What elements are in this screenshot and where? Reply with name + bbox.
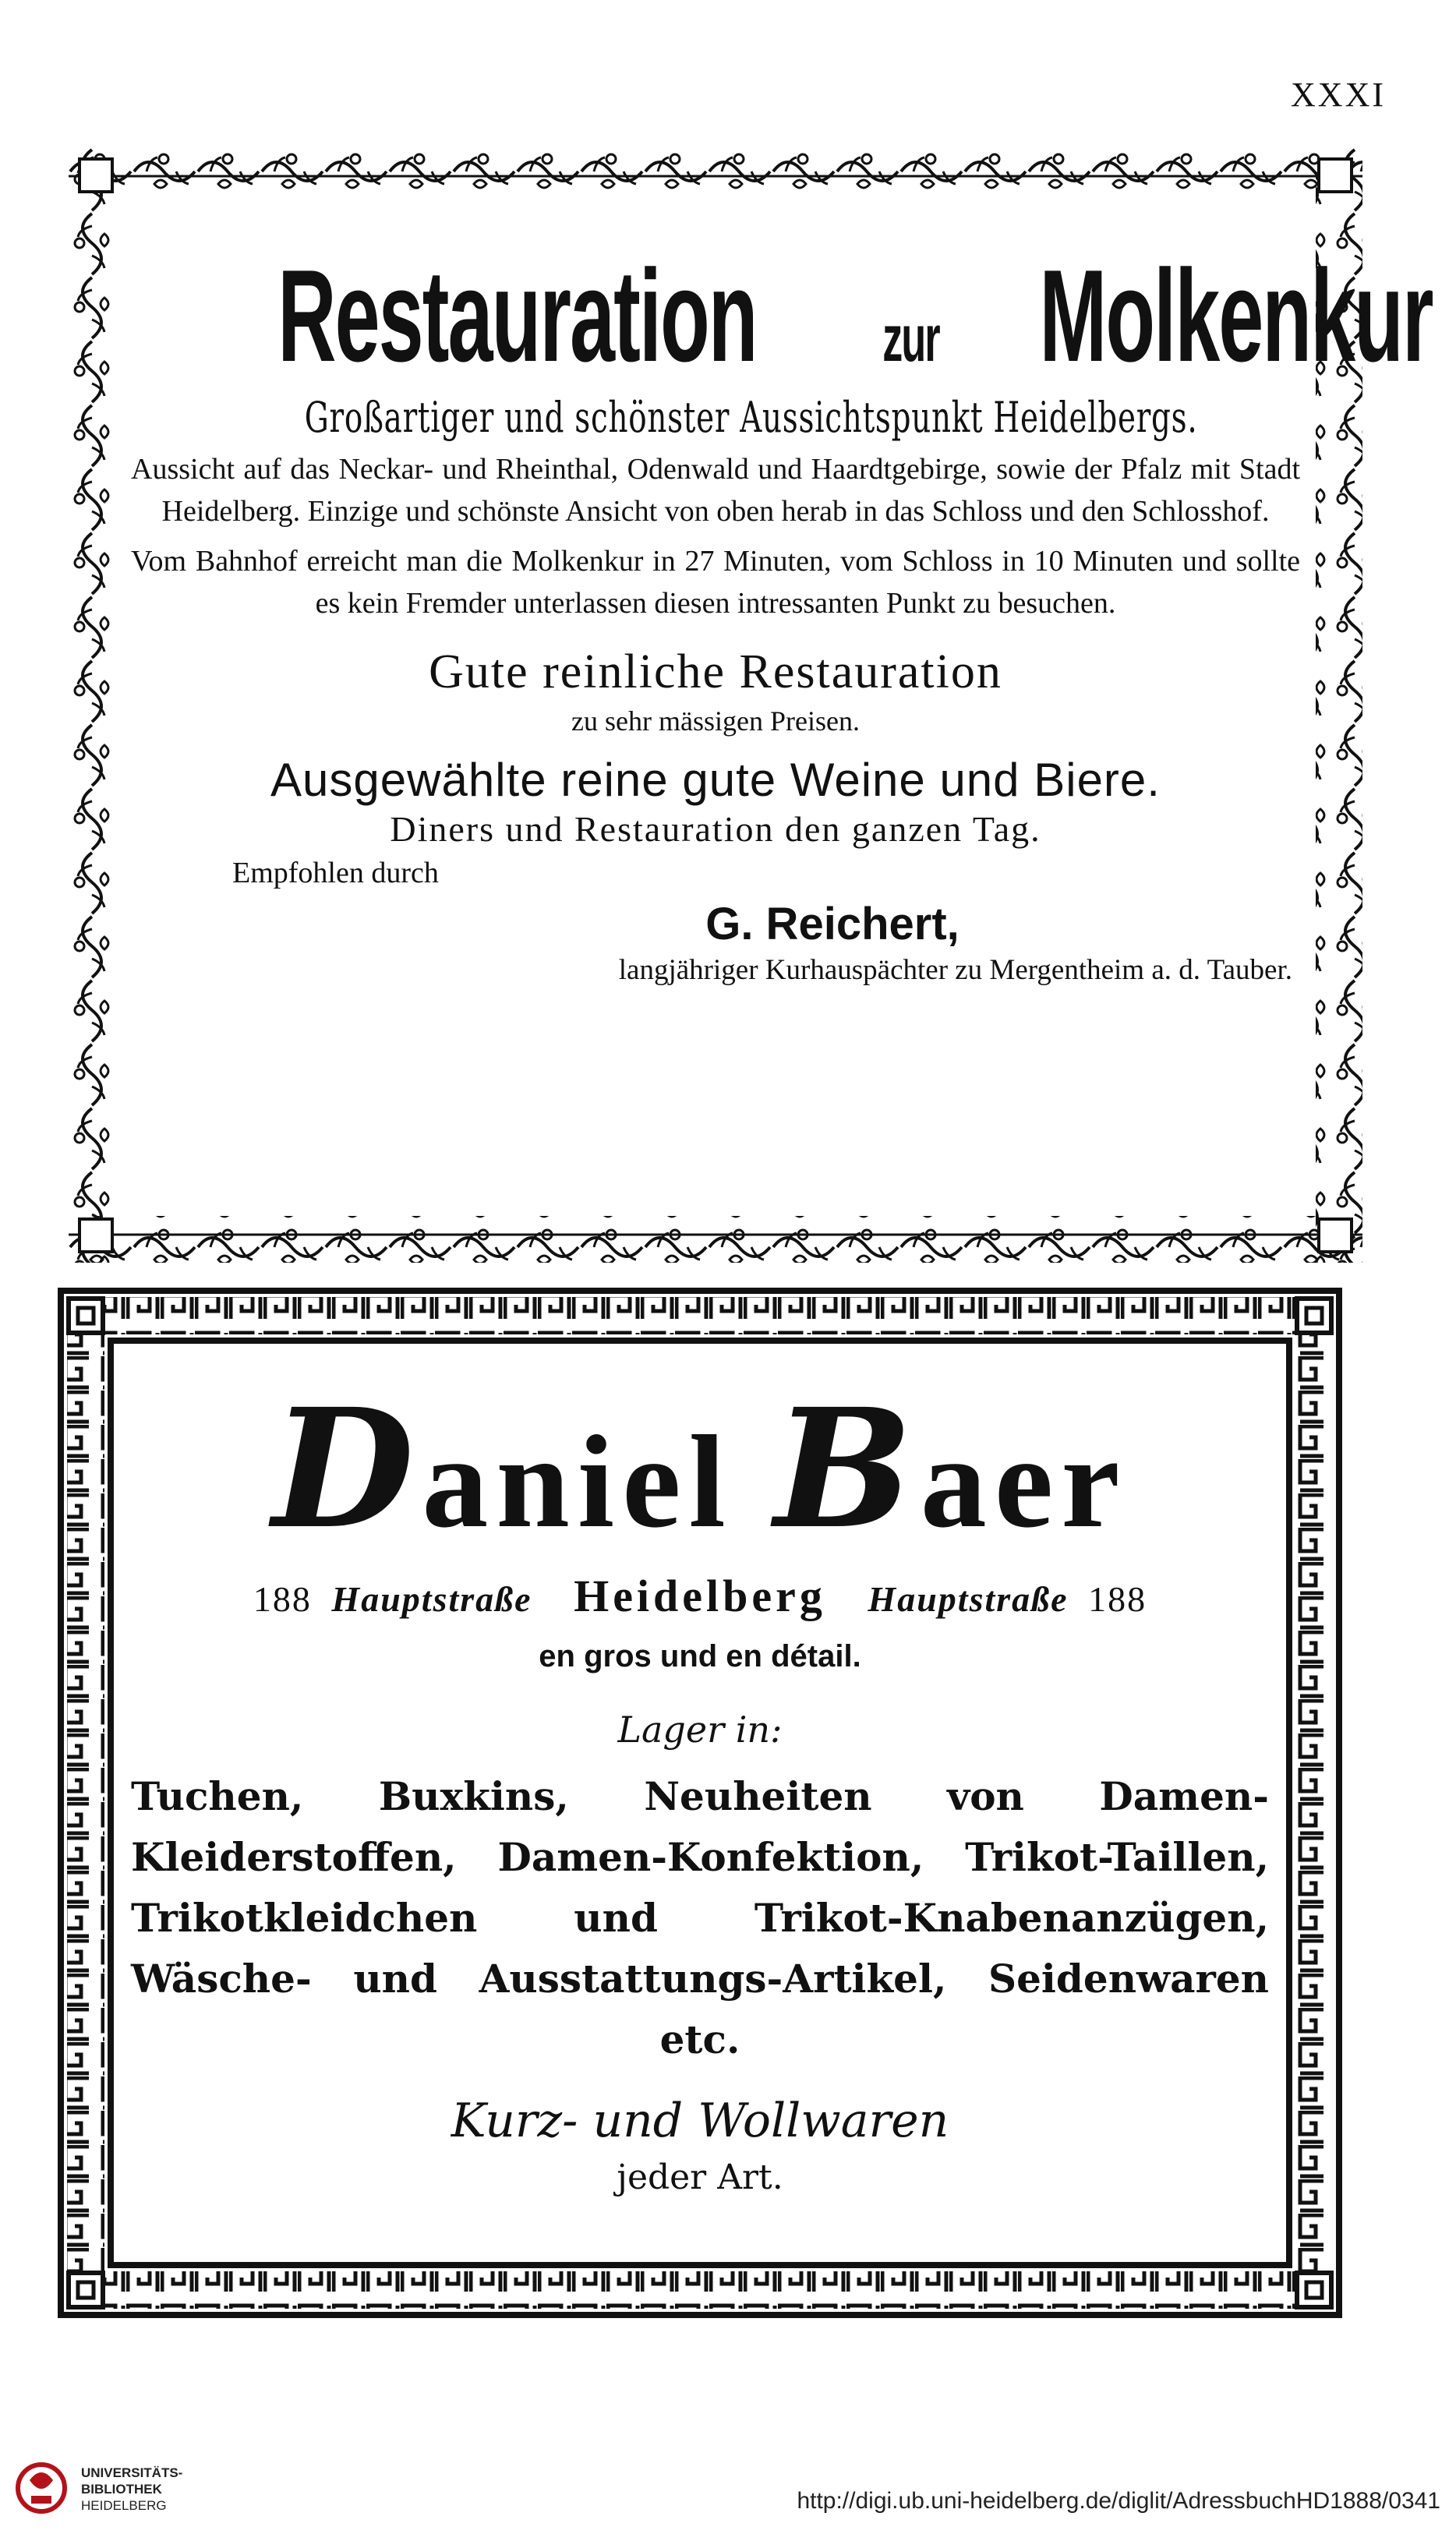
company-name — [120, 1373, 1280, 1565]
title-restauration: Restauration — [277, 242, 757, 389]
prices-line: zu sehr mässigen Preisen. — [571, 705, 860, 737]
library-logo-icon — [14, 2457, 69, 2519]
house-number-left: 188 — [253, 1579, 312, 1619]
library-name-line1: UNIVERSITÄTS- — [81, 2465, 183, 2480]
street-left: Hauptstraße — [331, 1579, 532, 1619]
wines-line: Ausgewählte reine gute Weine und Biere. — [270, 754, 1161, 806]
proprietor-description: langjähriger Kurhauspächter zu Mergentheim a. d. Tauber. — [618, 954, 1292, 986]
city-name: Heidelberg — [574, 1571, 826, 1621]
of-all-kinds: jeder Art. — [617, 2158, 783, 2197]
company-address — [120, 1570, 1280, 1622]
stock-heading: Lager in: — [617, 1709, 783, 1751]
proprietor-name: G. Reichert, — [705, 899, 959, 949]
name-initial-d: D — [272, 1373, 422, 1565]
access-description: Vom Bahnhof erreicht man die Molkenkur in 27 Minuten, vom Schloss in 10 Minuten und sollte es kein Fremder unterlassen diesen intressanten Punkt zu besuchen. — [131, 545, 1300, 620]
restaurant-subtitle: Großartiger und schönster Aussichtspunkt Heidelbergs. — [304, 393, 1198, 442]
diners-line: Diners und Restauration den ganzen Tag. — [390, 809, 1041, 849]
source-url-link[interactable]: http://digi.ub.uni-heidelberg.de/diglit/AdressbuchHD1888/0341 — [797, 2488, 1440, 2514]
title-zur: zur — [882, 302, 940, 375]
digitization-footer — [0, 2447, 1456, 2525]
street-right: Hauptstraße — [868, 1579, 1069, 1619]
library-name — [81, 2465, 182, 2514]
view-description: Aussicht auf das Neckar- und Rheinthal, Odenwald und Haardtgebirge, sowie der Pfalz mit Stadt Heidelberg. Einzige und schönste Ansicht von oben herab in das Schloss und den Schlosshof. — [131, 453, 1300, 528]
wholesale-retail-line: en gros und en détail. — [539, 1639, 861, 1673]
goods-list: Tuchen, Buxkins, Neuheiten von Damen-Kleiderstoffen, Damen-Konfektion, Trikot-Taillen, Trikotkleidchen und Trikot-Knabenanzügen, Wäsche- und Ausstattungs-Artikel, Seidenwaren etc. — [131, 1773, 1269, 2062]
recommended-by: Empfohlen durch — [232, 857, 439, 889]
baer-advertisement — [58, 1288, 1342, 2318]
name-initial-b: B — [774, 1373, 921, 1565]
name-last-rest: aer — [920, 1408, 1128, 1555]
library-name-line2: BIBLIOTHEK — [81, 2482, 162, 2497]
page-number: XXXI — [1291, 76, 1386, 114]
restaurant-title — [131, 234, 1433, 398]
library-name-line3: HEIDELBERG — [81, 2498, 167, 2513]
restaurant-advertisement — [69, 148, 1433, 1263]
name-first-rest: aniel — [422, 1408, 733, 1555]
title-molkenkur: Molkenkur — [1039, 242, 1433, 389]
good-restaurant-heading: Gute reinliche Restauration — [429, 645, 1002, 698]
haberdashery-heading: Kurz- und Wollwaren — [451, 2094, 949, 2148]
house-number-right: 188 — [1088, 1579, 1147, 1619]
